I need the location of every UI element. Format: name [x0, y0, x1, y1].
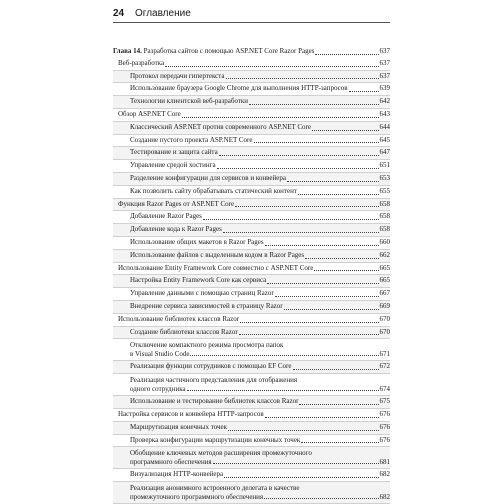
toc-entry-page: 675 — [379, 397, 390, 406]
toc-entry-title: Использование и тестирование библиотек классов Razor — [130, 397, 299, 406]
table-of-contents — [113, 46, 390, 504]
dot-leader — [314, 270, 378, 271]
toc-entry — [113, 46, 390, 58]
toc-entry — [113, 237, 390, 249]
toc-entry-page: 676 — [379, 422, 390, 431]
toc-entry-title: Внедрение сервиса зависимостей в страницу Razor — [130, 301, 283, 310]
toc-entry-title-continued: промежуточного программного обеспечения — [130, 493, 264, 502]
running-header — [113, 8, 390, 23]
toc-entry-title: Реализация анонимного встроенного делегата в качестве — [130, 483, 300, 492]
toc-entry-title: Технологии клиентской веб-разработки — [130, 97, 248, 106]
toc-entry-title-continued: в Visual Studio Code — [130, 350, 190, 359]
toc-entry-title: Создание пустого проекта ASP.NET Core — [130, 135, 253, 144]
toc-entry-title: Использование общих макетов в Razor Pages — [130, 237, 264, 246]
toc-entry — [113, 160, 390, 172]
toc-entry-title: Протокол передачи гипертекста — [130, 71, 225, 80]
toc-entry — [113, 409, 390, 421]
toc-entry-page: 658 — [379, 225, 390, 234]
dot-leader — [240, 322, 378, 323]
toc-entry-title: Добавление кода к Razor Pages — [130, 225, 222, 234]
toc-entry — [113, 274, 390, 288]
toc-entry — [113, 172, 390, 186]
dot-leader — [312, 130, 379, 131]
toc-entry-page: 665 — [379, 263, 390, 272]
toc-entry-title — [113, 46, 314, 58]
dot-leader — [213, 463, 379, 464]
toc-entry-title: Использование библиотек классов Razor — [118, 314, 240, 323]
toc-entry — [113, 83, 390, 95]
toc-entry-title: Веб-разработка — [118, 58, 165, 67]
toc-entry — [113, 95, 390, 109]
dot-leader — [182, 117, 379, 118]
dot-leader — [275, 296, 379, 297]
toc-entry-title: Тестирование и защита сайта — [130, 148, 218, 157]
dot-leader — [217, 168, 379, 169]
toc-entry — [113, 481, 390, 504]
toc-entry-page: 682 — [379, 493, 390, 502]
toc-entry-title: Как позволить сайту обрабатывать статический контент — [130, 186, 297, 195]
toc-entry-page: 643 — [379, 109, 390, 118]
toc-entry — [113, 300, 390, 314]
chapter-number: Глава 14. — [113, 47, 142, 55]
toc-entry-page: 676 — [379, 435, 390, 444]
toc-entry — [113, 109, 390, 121]
toc-entry-title: Маршрутизация конечных точек — [130, 422, 228, 431]
toc-entry-title: Настройка сервисов и конвейера HTTP-запросов — [118, 409, 264, 418]
toc-entry-title: Использование файлов с выделенным кодом в Razor Pages — [130, 250, 305, 259]
dot-leader — [249, 104, 379, 105]
dot-leader — [223, 232, 379, 233]
toc-entry — [113, 70, 390, 84]
toc-entry-title: Отключение компактного режима просмотра папок — [130, 340, 284, 349]
toc-entry — [113, 58, 390, 70]
toc-entry — [113, 135, 390, 147]
toc-entry-title: Визуализация HTTP-конвейера — [130, 470, 224, 479]
page-number: 24 — [113, 8, 125, 19]
toc-entry — [113, 446, 390, 469]
toc-entry-title: Управление данными с помощью страниц Razor — [130, 289, 274, 298]
dot-leader — [301, 442, 378, 443]
toc-entry-page: 681 — [379, 458, 390, 467]
toc-entry-page: 655 — [379, 186, 390, 195]
toc-entry-page: 660 — [379, 237, 390, 246]
toc-entry-title: Управление средой хостинга — [130, 161, 216, 170]
toc-entry-page: 653 — [379, 173, 390, 182]
toc-entry — [113, 198, 390, 212]
dot-leader — [239, 334, 379, 335]
toc-entry-page: 674 — [379, 385, 390, 394]
chapter-title: Разработка сайтов с помощью ASP.NET Core Razor Pages — [141, 47, 315, 55]
toc-entry-title: Реализация функции сотрудников с помощью EF Core — [130, 362, 292, 371]
toc-entry — [113, 395, 390, 409]
dot-leader — [224, 477, 378, 478]
toc-entry-title-continued: одного сотрудника — [130, 385, 186, 394]
dot-leader — [264, 498, 378, 499]
toc-entry — [113, 249, 390, 263]
toc-entry-page: 662 — [379, 250, 390, 259]
dot-leader — [298, 194, 379, 195]
toc-entry-page: 670 — [379, 314, 390, 323]
toc-entry-title: Использование Entity Framework Core совместно с ASP.NET Core — [118, 263, 314, 272]
dot-leader — [267, 283, 378, 284]
toc-entry-page: 658 — [379, 199, 390, 208]
dot-leader — [228, 430, 378, 431]
toc-entry-page: 639 — [379, 84, 390, 93]
toc-entry-page: 669 — [379, 301, 390, 310]
toc-entry-page: 647 — [379, 148, 390, 157]
toc-entry — [113, 374, 390, 395]
toc-entry-page: 672 — [379, 362, 390, 371]
toc-entry — [113, 121, 390, 135]
toc-entry-page: 642 — [379, 97, 390, 106]
toc-entry-title: Обобщение ключевых методов расширения промежуточного — [130, 448, 312, 457]
toc-entry-title-continued: программного обеспечения — [130, 458, 212, 467]
running-title: Оглавление — [135, 8, 191, 19]
dot-leader — [190, 355, 378, 356]
dot-leader — [299, 404, 378, 405]
toc-entry-title: Создание библиотеки классов Razor — [130, 327, 238, 336]
toc-entry-page: 667 — [379, 289, 390, 298]
toc-entry — [113, 211, 390, 223]
toc-entry-page: 670 — [379, 327, 390, 336]
toc-entry — [113, 314, 390, 326]
toc-entry-page: 637 — [379, 47, 390, 55]
dot-leader — [265, 417, 379, 418]
dot-leader — [349, 91, 379, 92]
dot-leader — [315, 54, 378, 55]
toc-entry-title: Обзор ASP.NET Core — [118, 109, 181, 118]
toc-entry-page: 651 — [379, 161, 390, 170]
toc-entry-page: 658 — [379, 212, 390, 221]
toc-entry — [113, 360, 390, 374]
toc-entry — [113, 263, 390, 275]
dot-leader — [265, 245, 379, 246]
toc-entry-page: 682 — [379, 470, 390, 479]
dot-leader — [187, 390, 379, 391]
toc-entry-page: 637 — [379, 71, 390, 80]
toc-entry — [113, 326, 390, 340]
toc-entry-page: 676 — [379, 409, 390, 418]
dot-leader — [226, 78, 379, 79]
toc-entry-title: Классический ASP.NET против современного ASP.NET Core — [130, 122, 311, 131]
dot-leader — [305, 258, 378, 259]
dot-leader — [165, 66, 378, 67]
toc-entry-title: Добавление Razor Pages — [130, 212, 202, 221]
toc-entry-title: Разделение конфигурации для сервисов и конвейера — [130, 173, 286, 182]
toc-entry — [113, 421, 390, 435]
toc-entry-page: 644 — [379, 122, 390, 131]
toc-entry — [113, 435, 390, 447]
toc-entry — [113, 288, 390, 300]
toc-entry-page: 671 — [379, 350, 390, 359]
toc-entry — [113, 469, 390, 481]
toc-entry-page: 645 — [379, 135, 390, 144]
toc-entry-page: 637 — [379, 58, 390, 67]
toc-entry-title: Настройка Entity Framework Core как сервиса — [130, 276, 267, 285]
toc-entry — [113, 339, 390, 360]
toc-entry-page: 665 — [379, 276, 390, 285]
toc-entry — [113, 223, 390, 237]
dot-leader — [293, 369, 379, 370]
dot-leader — [284, 309, 379, 310]
dot-leader — [219, 155, 379, 156]
dot-leader — [254, 142, 379, 143]
toc-entry-title: Использование браузера Google Chrome для выполнения HTTP-запросов — [130, 84, 348, 93]
toc-entry — [113, 186, 390, 198]
dot-leader — [287, 181, 379, 182]
dot-leader — [235, 206, 378, 207]
dot-leader — [203, 219, 379, 220]
toc-entry-title: Проверка конфигурации маршрутизации конечных точек — [130, 435, 301, 444]
toc-entry-title: Функция Razor Pages от ASP.NET Core — [118, 199, 235, 208]
toc-entry — [113, 146, 390, 160]
toc-entry-title: Реализация частичного представления для отображения — [130, 375, 298, 384]
